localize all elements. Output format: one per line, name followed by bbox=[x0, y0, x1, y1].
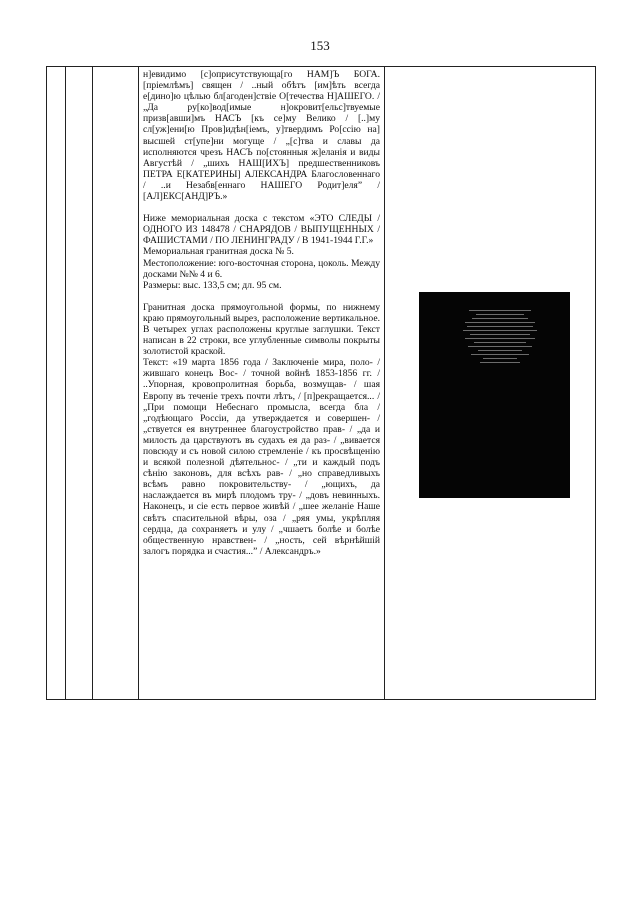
plaque-photo bbox=[419, 292, 570, 498]
document-table bbox=[46, 66, 596, 700]
column-divider-4 bbox=[384, 67, 385, 699]
plaque-inscription-text: Текст: «19 марта 1856 года / Заключенiе мира, поло- / жившаго конецъ Вос- / точной войнѣ 1853-1856 гг. / ..Упорная, кровопролитная борьба, возмущав- / шая Европу въ теченiе трехъ почти лѣтъ, / [п]рекращается... / „При помощи Небеснаго промысла, всегда бла / „годѣющаго Россiи, да утверждается и совершен- / „ствуется ея внутреннее благоустройство прав- / „да и милость да царствуютъ въ судахъ ея да раз- / „вивается повсюду и съ новой силою стремленiе / къ просвѣщенiю и всякой полезной дѣятельнос- / „ти и каждый подъ сѣнiю законовъ, для всѣхъ рав- / „но справедливыхъ всѣмъ равно покровительству- / „ющихъ, да наслаждается въ мирѣ плодомъ тру- / „довъ невинныхъ. Наконецъ, и сiе есть первое живѣй / „шее желанiе Наше свѣтъ спасительной вѣры, оза / „ряя умы, укрѣпляя сердца, да сохраняетъ и улу / „чшаетъ болѣе и болѣе общественную нравствен- / „ность, сей вѣрнѣйшiй залогъ порядка и счастия...” / Александръ.» bbox=[143, 357, 380, 557]
memorial-plaque-note: Ниже мемориальная доска с текстом «ЭТО СЛЕДЫ / ОДНОГО ИЗ 148478 / СНАРЯДОВ / ВЫПУЩЕННЫХ / ФАШИСТАМИ / ПО ЛЕНИНГРАДУ / В 1941-1944 Г.Г.» bbox=[143, 213, 380, 247]
plaque-description: Гранитная доска прямоугольной формы, по нижнему краю прямоугольный вырез, расположение вертикальное. В четырех углах расположены круглые заглушки. Текст написан в 22 строки, все углубленные символы покрыты золотистой краской. bbox=[143, 301, 380, 358]
column-divider-2 bbox=[92, 67, 93, 699]
plaque-dimensions: Размеры: выс. 133,5 см; дл. 95 см. bbox=[143, 279, 282, 291]
column-divider-3 bbox=[138, 67, 139, 699]
plaque-engraving-image bbox=[457, 310, 543, 366]
page-number: 153 bbox=[310, 38, 330, 53]
inscription-continuation: н]евидимо [с]оприсутствующа[го НАМ]Ъ БОГА. [прiемлѣмъ] священ / ..ный обѣтъ [им]ѣть всегда е[дино]ю цѣлью бл[агоден]ствiе О[течества Н]АШЕГО. / „Да ру[ко]вод[имые н]окровит[ельс]твуемые призв[авши]мъ НАСЪ [къ се]му Велико / [..]му сл[уж]ени[ю Пров]идѣн[iемъ, у]твердимъ Ро[ссiю на] высшей ст[упе]ни могуще / „[с]тва и славы да исполняются чрезъ НАСЪ по[стоянныя ж]еланiя и виды Августѣй / „шихъ НАШ[ИХЪ] предшественниковъ ПЕТРА Е[КАТЕРИНЫ] АЛЕКСАНДРА Благословеннаго / ..и Незабв[еннаго НАШЕГО Родит]еля” / [АЛ]ЕКС[АНД]РЪ.» bbox=[143, 69, 380, 203]
column-divider-1 bbox=[65, 67, 66, 699]
plaque-title: Мемориальная гранитная доска № 5. bbox=[143, 246, 294, 258]
plaque-location: Местоположение: юго-восточная сторона, цоколь. Между досками №№ 4 и 6. bbox=[143, 257, 380, 280]
description-cell bbox=[143, 69, 380, 557]
